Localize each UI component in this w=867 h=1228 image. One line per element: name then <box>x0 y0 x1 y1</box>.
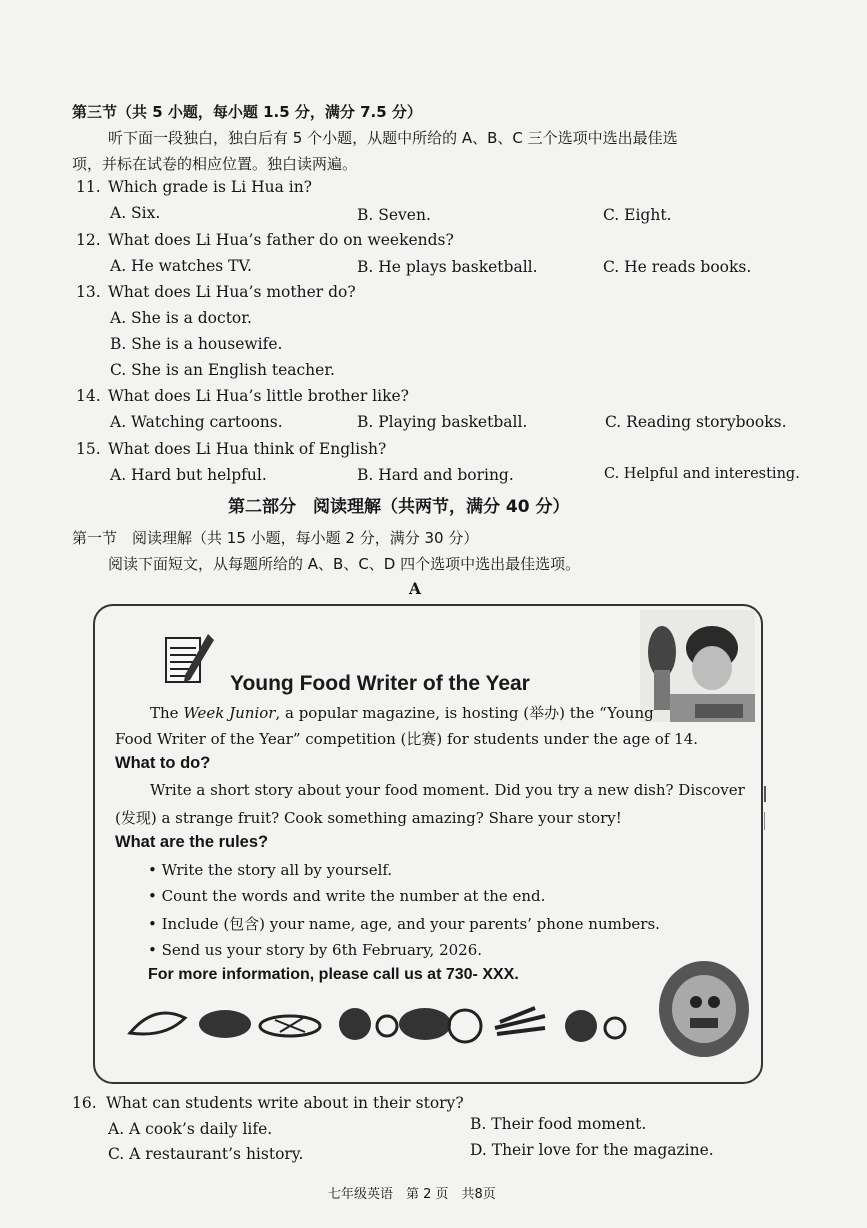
option-b: B. He plays basketball. <box>357 258 538 276</box>
option-a: A. Six. <box>110 204 161 222</box>
option-a: A. Watching cartoons. <box>110 413 283 431</box>
option-d: D. Their love for the magazine. <box>470 1141 714 1159</box>
what-to-do-line1: Write a short story about your food moment. Did you try a new dish? Discover <box>150 781 745 799</box>
option-c: C. A restaurant’s history. <box>108 1145 304 1163</box>
option-a: A. She is a doctor. <box>110 309 252 327</box>
what-to-do-heading: What to do? <box>115 754 211 772</box>
section3-instruction-line1: 听下面一段独白，独白后有 5 个小题，从题中所给的 A、B、C 三个选项中选出最佳选 <box>108 129 678 147</box>
question-text: What does Li Hua’s father do on weekends? <box>108 231 454 249</box>
question-text: What does Li Hua think of English? <box>108 440 387 458</box>
question-text: What can students write about in their story? <box>106 1094 464 1112</box>
option-b: B. Seven. <box>357 206 431 224</box>
margin-mark <box>764 786 766 802</box>
question-number: 13. <box>76 283 101 301</box>
question-text: What does Li Hua’s mother do? <box>108 283 356 301</box>
ad-title: Young Food Writer of the Year <box>230 672 530 695</box>
option-c: C. Reading storybooks. <box>605 413 787 431</box>
section3-title: 第三节（共 5 小题，每小题 1.5 分，满分 7.5 分） <box>72 103 422 121</box>
rule-item: • Include (包含) your name, age, and your parents’ phone numbers. <box>148 915 660 933</box>
option-b: B. She is a housewife. <box>110 335 283 353</box>
page-footer: 七年级英语 第 2 页 共8页 <box>328 1187 496 1202</box>
option-a: A. Hard but helpful. <box>110 466 267 484</box>
option-c: C. Helpful and interesting. <box>604 466 800 482</box>
option-a: A. He watches TV. <box>110 257 252 275</box>
part2-section1-title: 第一节 阅读理解（共 15 小题，每小题 2 分，满分 30 分） <box>72 529 479 547</box>
option-b: B. Hard and boring. <box>357 466 514 484</box>
rule-item: • Count the words and write the number at the end. <box>148 887 546 905</box>
contact-line: For more information, please call us at 730- XXX. <box>148 966 519 983</box>
ad-intro-line2: Food Writer of the Year” competition (比赛) for students under the age of 14. <box>115 730 699 748</box>
question-text: What does Li Hua’s little brother like? <box>108 387 409 405</box>
ad-intro-line1: The Week Junior, a popular magazine, is hosting (举办) the “Young <box>150 704 654 722</box>
rule-item: • Send us your story by 6th February, 2026. <box>148 941 483 959</box>
option-c: C. Eight. <box>603 206 672 224</box>
question-number: 16. <box>72 1094 97 1112</box>
margin-mark <box>764 812 765 830</box>
what-to-do-line2: (发现) a strange fruit? Cook something amazing? Share your story! <box>115 809 622 827</box>
child-photo <box>640 610 755 722</box>
question-number: 15. <box>76 440 101 458</box>
rules-heading: What are the rules? <box>115 833 269 851</box>
question-number: 11. <box>76 178 101 196</box>
question-number: 14. <box>76 387 101 405</box>
rule-item: • Write the story all by yourself. <box>148 861 393 879</box>
option-c: C. She is an English teacher. <box>110 361 335 379</box>
food-badge-image <box>656 958 752 1060</box>
question-number: 12. <box>76 231 101 249</box>
part2-title: 第二部分 阅读理解（共两节，满分 40 分） <box>228 497 570 517</box>
option-c: C. He reads books. <box>603 258 752 276</box>
section3-instruction-line2: 项，并标在试卷的相应位置。独白读两遍。 <box>72 155 358 173</box>
notepad-pencil-icon <box>160 630 216 692</box>
food-illustrations <box>125 998 645 1048</box>
option-a: A. A cook’s daily life. <box>108 1120 273 1138</box>
option-b: B. Their food moment. <box>470 1115 647 1133</box>
passage-label: A <box>409 579 422 598</box>
part2-section1-instruction: 阅读下面短文，从每题所给的 A、B、C、D 四个选项中选出最佳选项。 <box>108 555 581 573</box>
magazine-name: Week Junior <box>183 704 276 722</box>
option-b: B. Playing basketball. <box>357 413 528 431</box>
question-text: Which grade is Li Hua in? <box>108 178 312 196</box>
